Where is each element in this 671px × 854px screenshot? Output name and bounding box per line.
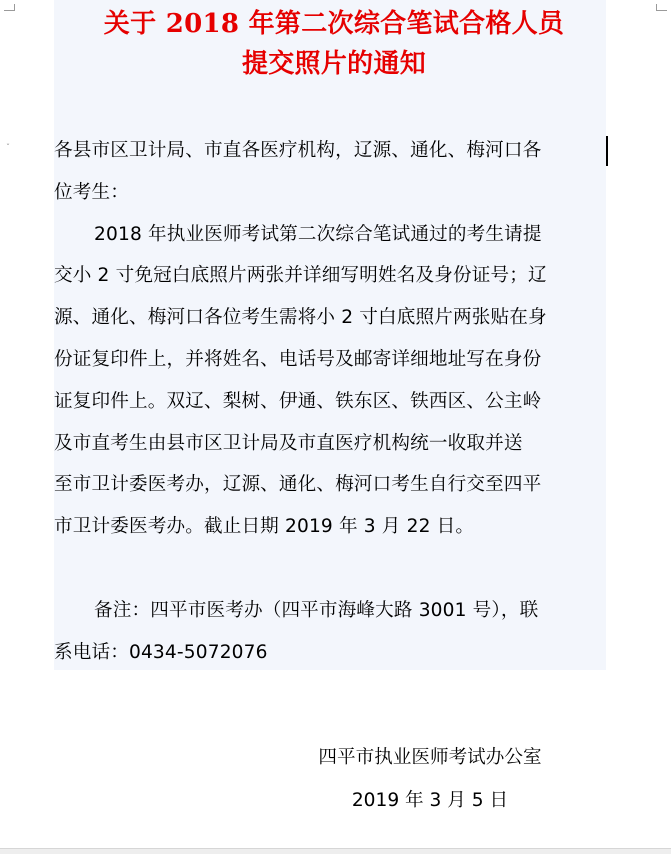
body-line-3: 源、通化、梅河口各位考生需将小 2 寸白底照片两张贴在身 bbox=[54, 307, 547, 329]
title-line-2: 提交照片的通知 bbox=[241, 49, 427, 79]
main-paragraph bbox=[54, 214, 610, 548]
body-line-6: 及市直考生由县市区卫计局及市直医疗机构统一收取并送 bbox=[54, 432, 523, 454]
paragraph-marker-icon: ˇ bbox=[6, 143, 10, 152]
body-line-1: 2018 年执业医师考试第二次综合笔试通过的考生请提 bbox=[94, 223, 542, 245]
notice-title bbox=[54, 4, 614, 84]
note-line-2: 系电话：0434-5072076 bbox=[54, 641, 268, 663]
note-paragraph bbox=[54, 590, 610, 674]
signature-org: 四平市执业医师考试办公室 bbox=[318, 747, 542, 768]
signature-block bbox=[260, 736, 600, 822]
body-line-7: 至市卫计委医考办，辽源、通化、梅河口考生自行交至四平 bbox=[54, 474, 542, 496]
salutation-line-1: 各县市区卫计局、市直各医疗机构，辽源、通化、梅河口各 bbox=[54, 140, 542, 161]
body-line-5: 证复印件上。双辽、梨树、伊通、铁东区、铁西区、公主岭 bbox=[54, 390, 542, 412]
note-line-1: 备注：四平市医考办（四平市海峰大路 3001 号），联 bbox=[94, 599, 539, 621]
salutation-line-2: 位考生： bbox=[54, 181, 129, 203]
body-line-8: 市卫计委医考办。截止日期 2019 年 3 月 22 日。 bbox=[54, 516, 475, 538]
body-line-4: 份证复印件上，并将姓名、电话号及邮寄详细地址写在身份 bbox=[54, 348, 542, 370]
notice-body bbox=[54, 130, 610, 673]
text-cursor bbox=[606, 136, 608, 166]
signature-date: 2019 年 3 月 5 日 bbox=[351, 790, 509, 811]
page-bottom-edge bbox=[0, 848, 671, 854]
salutation bbox=[54, 130, 610, 214]
title-line-1: 关于 2018 年第二次综合笔试合格人员 bbox=[103, 9, 565, 39]
body-line-2: 交小 2 寸免冠白底照片两张并详细写明姓名及身份证号；辽 bbox=[54, 265, 547, 287]
